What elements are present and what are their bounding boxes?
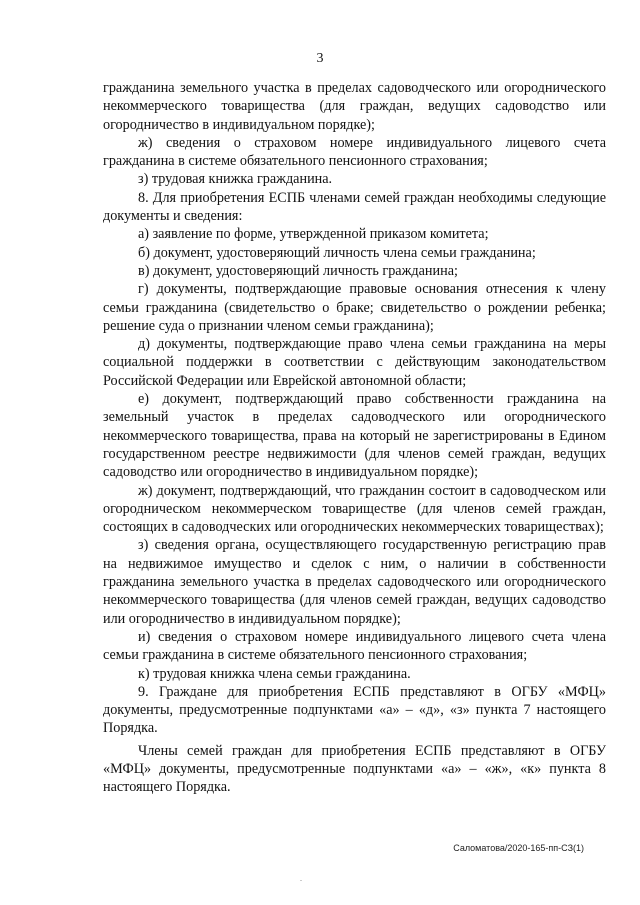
paragraph-8z: з) сведения органа, осуществляющего государственную регистрацию прав на недвижимое имущество и сделок с ним, о наличии в собственности гражданина земельного участка в пределах садоводческого или огороднического некоммерческого товарищества (для членов семей граждан, ведущих садоводство или огородничество в индивидуальном порядке); xyxy=(103,537,606,627)
paragraph-1-continuation: гражданина земельного участка в пределах садоводческого или огороднического некоммерческого товарищества (для граждан, ведущих садоводство или огородничество в индивидуальном порядке); xyxy=(103,80,606,133)
paragraph-7z: з) трудовая книжка гражданина. xyxy=(138,171,333,188)
paragraph-8a: а) заявление по форме, утвержденной приказом комитета; xyxy=(138,226,489,243)
paragraph-7zh: ж) сведения о страховом номере индивидуального лицевого счета гражданина в системе обязательного пенсионного страхования; xyxy=(103,134,606,170)
scan-speck xyxy=(300,880,302,881)
paragraph-8k: к) трудовая книжка члена семьи гражданина. xyxy=(138,665,411,682)
paragraph-9-family: Члены семей граждан для приобретения ЕСПБ представляют в ОГБУ «МФЦ» документы, предусмотренные подпунктами «а» – «ж», «к» пункта 8 настоящего Порядка. xyxy=(103,742,606,796)
paragraph-8i: и) сведения о страховом номере индивидуального лицевого счета члена семьи гражданина в системе обязательного пенсионного страхования; xyxy=(103,628,606,664)
paragraph-8d: д) документы, подтверждающие право члена семьи гражданина на меры социальной поддержки в соответствии с действующим законодательством Российской Федерации или Еврейской автономной области; xyxy=(103,336,606,389)
paragraph-8e: е) документ, подтверждающий право собственности гражданина на земельный участок в пределах садоводческого или огороднического некоммерческого товарищества, права на который не зарегистрированы в Едином государственном реестре недвижимости (для членов семей граждан, ведущих садоводство или огородничество в индивидуальном порядке); xyxy=(103,391,606,481)
paragraph-8g: г) документы, подтверждающие правовые основания отнесения к члену семьи гражданина (свидетельство о браке; свидетельство о рождении ребенка; решение суда о признании членом семьи гражданина); xyxy=(103,281,606,334)
paragraph-8: 8. Для приобретения ЕСПБ членами семей граждан необходимы следующие документы и сведения: xyxy=(103,189,606,225)
document-body xyxy=(103,79,606,797)
paragraph-8b: б) документ, удостоверяющий личность члена семьи гражданина; xyxy=(138,244,536,261)
document-code-footer: Саломатова/2020-165-пп-СЗ(1) xyxy=(453,843,584,853)
paragraph-8zh: ж) документ, подтверждающий, что гражданин состоит в садоводческом или огородническом некоммерческом товариществе (для членов семей граждан, состоящих в садоводческих или огороднических некоммерческих товариществах); xyxy=(103,482,606,536)
page-number: 3 xyxy=(316,51,324,66)
paragraph-8v: в) документ, удостоверяющий личность гражданина; xyxy=(138,262,458,279)
paragraph-9: 9. Граждане для приобретения ЕСПБ представляют в ОГБУ «МФЦ» документы, предусмотренные подпунктами «а» – «д», «з» пункта 7 настоящего Порядка. xyxy=(103,683,606,737)
